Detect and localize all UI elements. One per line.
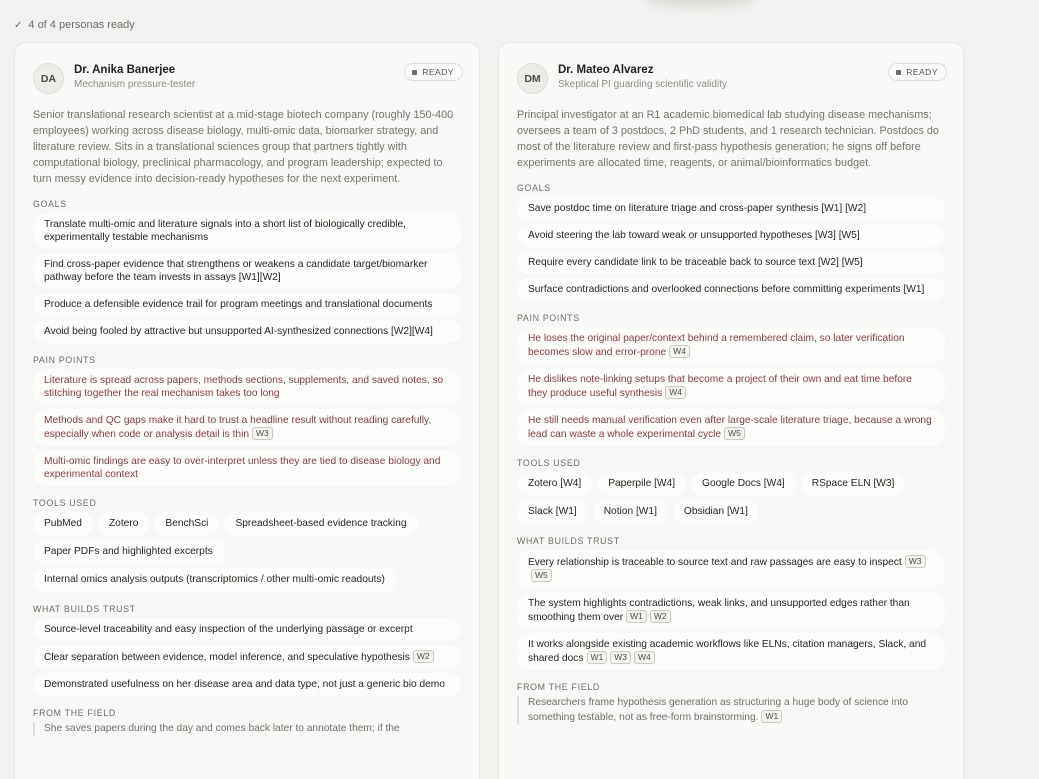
citation-tag: W5: [724, 427, 745, 440]
persona-role: Skeptical PI guarding scientific validity: [558, 79, 727, 90]
citation-tag: W1: [626, 610, 647, 623]
trust-item: [33, 673, 461, 696]
persona-identity: [74, 63, 195, 93]
citation-tag: W4: [634, 651, 655, 664]
tools-heading: TOOLS USED: [33, 498, 97, 508]
goal-list: [517, 197, 945, 301]
pain-point-item: [33, 369, 461, 405]
tools-heading: TOOLS USED: [517, 458, 581, 468]
pain-point-item: [33, 409, 461, 446]
goal-text: Translate multi-omic and literature signals into a short list of biologically credible, experimentally testable mechanisms: [44, 219, 407, 243]
pain-point-text: Multi-omic findings are easy to over-interpret unless they are tied to disease biology and experimental context: [44, 456, 441, 480]
citation-tag: W5: [531, 569, 552, 582]
tools-list: [33, 512, 461, 592]
avatar: DA: [33, 63, 64, 94]
trust-list: [33, 618, 461, 696]
trust-item: [517, 633, 945, 670]
citation-tag: W4: [669, 345, 690, 358]
field-heading: FROM THE FIELD: [517, 682, 600, 692]
trust-item: [33, 618, 461, 641]
goal-item: [517, 197, 945, 220]
card-header: [517, 43, 945, 109]
goal-heading: GOALS: [517, 183, 551, 193]
goal-item: [517, 224, 945, 247]
status-dot-icon: [412, 70, 417, 75]
goal-item: [33, 253, 461, 289]
status-badge-label: READY: [906, 67, 938, 77]
status-badge: [888, 63, 947, 81]
persona-card-0[interactable]: [14, 42, 480, 779]
persona-card-1[interactable]: [498, 42, 964, 779]
tool-chip: Paper PDFs and highlighted excerpts: [33, 540, 224, 564]
goal-list: [33, 213, 461, 343]
persona-name: Dr. Anika Banerjee: [74, 64, 176, 76]
pain-point-text: He dislikes note-linking setups that become a project of their own and eat time before they produce useful synthesis: [528, 374, 912, 399]
trust-heading: WHAT BUILDS TRUST: [33, 604, 136, 614]
field-quote: [33, 722, 461, 736]
persona-name: Dr. Mateo Alvarez: [558, 64, 654, 76]
tool-chip: Google Docs [W4]: [691, 472, 796, 496]
field-quote: [517, 696, 945, 725]
trust-text: Every relationship is traceable to source text and raw passages are easy to inspect: [528, 557, 902, 568]
pain-point-item: [517, 409, 945, 446]
tool-chip: Slack [W1]: [517, 500, 588, 524]
goal-item: [33, 213, 461, 249]
citation-tag: W4: [665, 386, 686, 399]
status-badge: [404, 63, 463, 81]
pain-point-item: [517, 368, 945, 405]
persona-description: Senior translational research scientist at a mid-stage biotech company (roughly 150-400 employees) working across disease biology, multi-omic data, biomarker strategy, and literature review. Sits in a translational sciences group that partners tightly with computational biology, preclinical pharmacology, and program leadership; expected to turn messy evidence into decision-ready hypotheses for the next experiment.: [33, 109, 454, 185]
pain-point-list: [517, 327, 945, 446]
pain-point-heading: PAIN POINTS: [517, 313, 580, 323]
trust-text: The system highlights contradictions, weak links, and unsupported edges rather than smoothing them over: [528, 598, 910, 623]
goal-item: [517, 251, 945, 274]
citation-tag: W1: [587, 651, 608, 664]
tool-chip: Spreadsheet-based evidence tracking: [224, 512, 417, 536]
pain-point-heading: PAIN POINTS: [33, 355, 96, 365]
tool-chip: Notion [W1]: [593, 500, 668, 524]
card-content: [15, 43, 479, 736]
citation-tag: W1: [761, 710, 782, 723]
status-line: [14, 19, 135, 31]
persona-role: Mechanism pressure-tester: [74, 79, 196, 90]
trust-heading: WHAT BUILDS TRUST: [517, 536, 620, 546]
pain-point-text: He still needs manual verification even after large-scale literature triage, because a wrong lead can waste a whole experimental cycle: [528, 415, 932, 440]
tool-chip: RSpace ELN [W3]: [801, 472, 906, 496]
status-dot-icon: [896, 70, 901, 75]
goal-text: Produce a defensible evidence trail for program meetings and translational documents: [44, 299, 433, 310]
tool-chip: Zotero: [98, 512, 149, 536]
trust-list: [517, 550, 945, 670]
pain-point-item: [517, 327, 945, 364]
goal-text: Save postdoc time on literature triage and cross-paper synthesis [W1] [W2]: [528, 203, 867, 214]
trust-text: It works alongside existing academic workflows like ELNs, citation managers, Slack, and shared docs: [528, 639, 927, 664]
status-text: 4 of 4 personas ready: [28, 19, 135, 31]
pain-point-text: Methods and QC gaps make it hard to trust a headline result without reading carefully, especially when code or analysis detail is thin: [44, 415, 432, 440]
trust-text: Demonstrated usefulness on her disease area and data type, not just a generic bio demo: [44, 679, 445, 690]
goal-text: Avoid being fooled by attractive but unsupported AI-synthesized connections [W2][W4]: [44, 326, 433, 337]
citation-tag: W3: [252, 427, 273, 440]
tools-list: [517, 472, 945, 524]
field-quote-text: She saves papers during the day and comes back later to annotate them; if the: [44, 723, 400, 734]
pain-point-item: [33, 450, 461, 486]
trust-item: [517, 550, 945, 588]
goal-text: Find cross-paper evidence that strengthens or weakens a candidate target/biomarker pathway before the team invests in assays [W1][W2]: [44, 259, 428, 283]
card-header: [33, 43, 461, 109]
pain-point-list: [33, 369, 461, 486]
pain-point-text: Literature is spread across papers, methods sections, supplements, and saved notes, so stitching together the real mechanism takes too long: [44, 375, 444, 399]
goal-text: Avoid steering the lab toward weak or unsupported hypotheses [W3] [W5]: [528, 230, 860, 241]
tool-chip: PubMed: [33, 512, 93, 536]
goal-text: Surface contradictions and overlooked connections before committing experiments [W1]: [528, 284, 925, 295]
field-quote-text: Researchers frame hypothesis generation as structuring a huge body of science into something testable, not as free-form brainstorming.: [528, 697, 908, 723]
card-content: [499, 43, 963, 725]
citation-tag: W3: [905, 555, 926, 568]
trust-text: Clear separation between evidence, model inference, and speculative hypothesis: [44, 652, 410, 663]
citation-tag: W2: [413, 650, 434, 663]
citation-tag: W3: [610, 651, 631, 664]
goal-item: [33, 293, 461, 316]
goal-heading: GOALS: [33, 199, 67, 209]
avatar: DM: [517, 63, 548, 94]
tool-chip: Paperpile [W4]: [597, 472, 686, 496]
tool-chip: Zotero [W4]: [517, 472, 592, 496]
field-heading: FROM THE FIELD: [33, 708, 116, 718]
trust-text: Source-level traceability and easy inspection of the underlying passage or excerpt: [44, 624, 413, 635]
top-glow: [645, 0, 755, 8]
check-icon: ✓: [14, 19, 23, 31]
citation-tag: W2: [650, 610, 671, 623]
tool-chip: BenchSci: [154, 512, 219, 536]
pain-point-text: He loses the original paper/context behind a remembered claim, so later verification becomes slow and error-prone: [528, 333, 905, 358]
persona-identity: [558, 63, 727, 93]
trust-item: [517, 592, 945, 629]
goal-item: [517, 278, 945, 301]
status-badge-label: READY: [422, 67, 454, 77]
tool-chip: Internal omics analysis outputs (transcriptomics / other multi-omic readouts): [33, 568, 396, 592]
goal-item: [33, 320, 461, 343]
tool-chip: Obsidian [W1]: [673, 500, 759, 524]
goal-text: Require every candidate link to be traceable back to source text [W2] [W5]: [528, 257, 863, 268]
trust-item: [33, 645, 461, 669]
persona-description: Principal investigator at an R1 academic biomedical lab studying disease mechanisms; oversees a team of 3 postdocs, 2 PhD students, and 1 research technician. Postdocs do most of the literature review and first-pass hypothesis generation; he signs off before experiments are allocated time, reagents, or animal/bioinformatics budget.: [517, 109, 939, 169]
